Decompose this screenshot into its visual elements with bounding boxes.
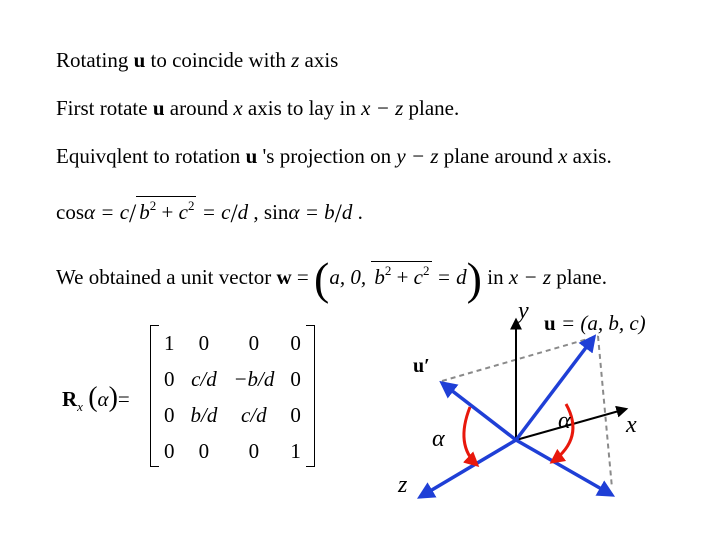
matrix-cell: c/d	[241, 402, 267, 427]
matrix-cell: −b/d	[233, 366, 275, 391]
matrix-cell: 0	[198, 438, 210, 463]
z-axis-label: z	[398, 472, 408, 498]
formula-unit-vector-w: We obtained a unit vector w = (a, 0, $b^2 + c^2 = d$) in x − z plane.	[56, 253, 607, 304]
text-line-first-rotate: First rotate u around x axis to lay in x − z plane.	[56, 96, 460, 120]
alpha-arc-left	[464, 407, 477, 465]
matrix-cell: 0	[164, 366, 175, 391]
matrix-cell: c/d	[191, 366, 217, 391]
matrix-cell: 1	[164, 330, 175, 355]
x-axis-label: x	[626, 412, 637, 438]
u-prime-vector	[442, 383, 516, 440]
u-prime-label: u′	[413, 355, 430, 377]
slide-title: Rotating u to coincide with z axis	[56, 48, 339, 72]
sqrt-b2-c2: $b^2 + c^2$	[136, 196, 196, 223]
matrix-cell: 0	[164, 438, 175, 463]
matrix-cell: 0	[290, 366, 301, 391]
rotation-matrix-label: $R_x$ (α)=	[62, 382, 130, 414]
matrix-cell: 1	[290, 438, 301, 463]
matrix-cell: 0	[290, 330, 301, 355]
text-line-projection: Equivqlent to rotation u 's projection on y − z plane around x axis.	[56, 144, 612, 168]
matrix-cell: 0	[248, 438, 260, 463]
matrix-cell: 0	[198, 330, 210, 355]
dashed-line-right	[598, 336, 612, 488]
u-vector-label: u = (a, b, c)	[544, 311, 646, 335]
u-vector	[516, 337, 594, 440]
y-axis-label: y	[518, 298, 529, 324]
alpha-left-label: α	[432, 426, 445, 452]
dashed-line-top	[442, 336, 598, 381]
matrix-cell: 0	[164, 402, 175, 427]
projection-vector	[516, 440, 612, 495]
alpha-right-label: α	[558, 408, 571, 434]
matrix-cell: b/d	[190, 402, 218, 427]
matrix-cell: 0	[290, 402, 301, 427]
formula-cos-sin: cosα = c/ $b^2 + c^2 = c/d$ , sinα = b/d .	[56, 198, 363, 228]
matrix-cell: 0	[248, 330, 260, 355]
